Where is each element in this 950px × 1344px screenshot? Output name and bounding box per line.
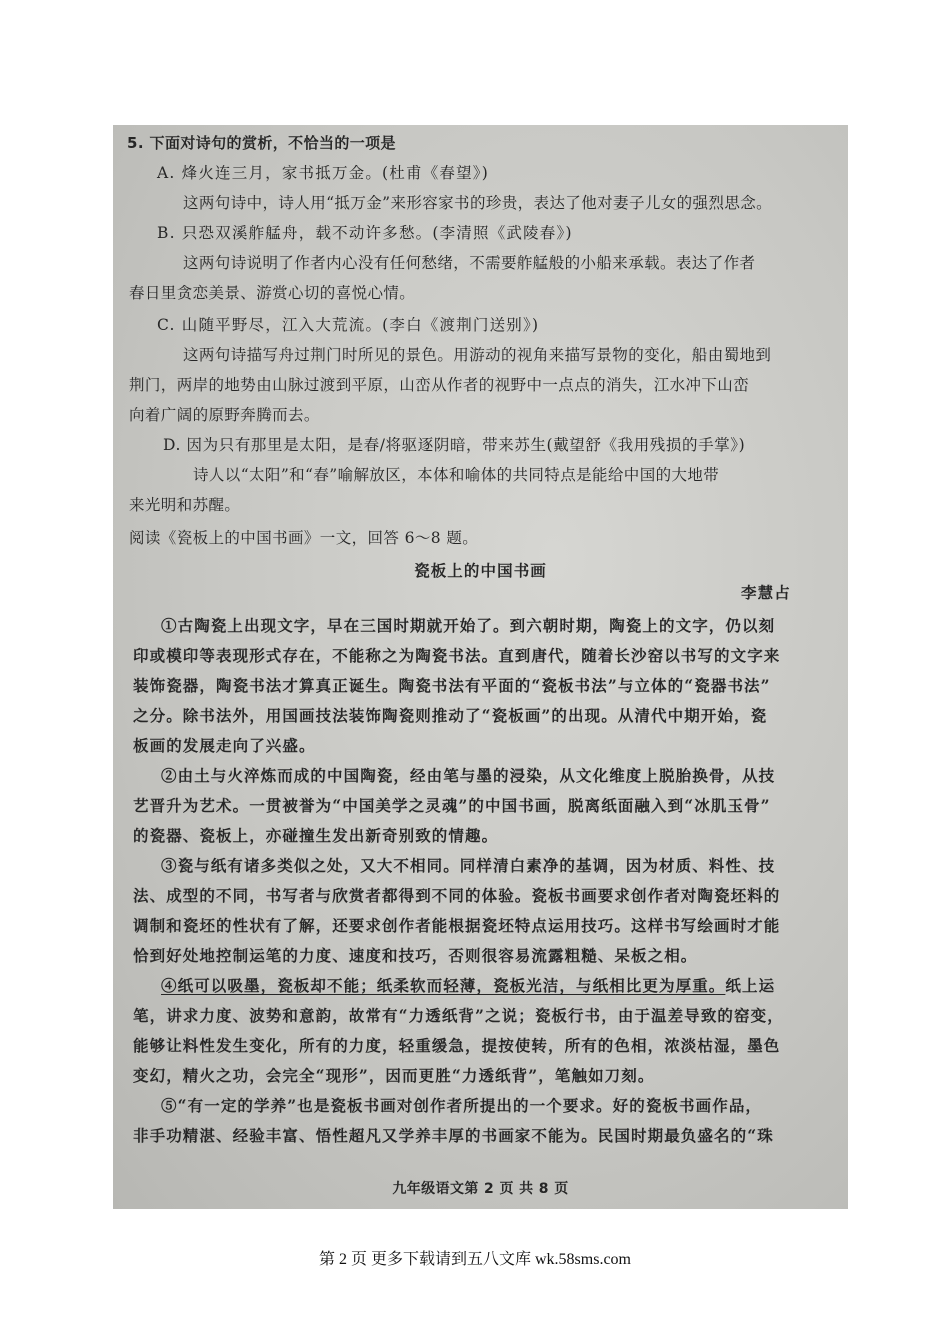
article-line: 调制和瓷坯的性状有了解，还要求创作者能根据瓷坯特点运用技巧。这样书写绘画时才能 xyxy=(133,916,781,935)
underlined-sentence: ④纸可以吸墨，瓷板却不能；纸柔软而轻薄，瓷板光洁，与纸相比更为厚重。 xyxy=(161,976,726,995)
option-b-analysis-2: 春日里贪恋美景、游赏心切的喜悦心情。 xyxy=(129,284,416,302)
article-line: 笔，讲求力度、波势和意韵，故常有“力透纸背”之说；瓷板行书，由于温差导致的窑变， xyxy=(133,1006,784,1025)
article-line: ②由土与火淬炼而成的中国陶瓷，经由笔与墨的浸染，从文化维度上脱胎换骨，从技 xyxy=(161,766,776,785)
scanned-exam-page xyxy=(113,125,848,1209)
article-title: 瓷板上的中国书画 xyxy=(414,561,547,580)
inner-page-footer: 九年级语文第 2 页 共 8 页 xyxy=(392,1181,569,1197)
article-line: ③瓷与纸有诸多类似之处，又大不相同。同样清白素净的基调，因为材质、料性、技 xyxy=(161,856,776,875)
article-line: 艺晋升为艺术。一贯被誉为“中国美学之灵魂”的中国书画，脱离纸面融入到“冰肌玉骨” xyxy=(133,796,771,815)
option-c-analysis-2: 荆门，两岸的地势由山脉过渡到平原，山峦从作者的视野中一点点的消失，江水冲下山峦 xyxy=(129,376,750,394)
article-line: ①古陶瓷上出现文字，早在三国时期就开始了。到六朝时期，陶瓷上的文字，仍以刻 xyxy=(161,616,776,635)
option-d-analysis-1: 诗人以“太阳”和“春”喻解放区，本体和喻体的共同特点是能给中国的大地带 xyxy=(193,466,720,484)
article-author: 李慧占 xyxy=(741,583,791,602)
option-a-verse: A. 烽火连三月，家书抵万金。(杜甫《春望》) xyxy=(157,164,489,182)
article-line: 的瓷器、瓷板上，亦碰撞生发出新奇别致的情趣。 xyxy=(133,826,499,845)
reading-intro: 阅读《瓷板上的中国书画》一文，回答 6～8 题。 xyxy=(129,529,479,547)
option-d-verse: D. 因为只有那里是太阳，是春/将驱逐阴暗，带来苏生(戴望舒《我用残损的手掌》) xyxy=(163,436,746,454)
option-d-analysis-2: 来光明和苏醒。 xyxy=(129,496,241,514)
document-footer: 第 2 页 更多下载请到五八文库 wk.58sms.com xyxy=(318,1251,631,1268)
article-line: 之分。除书法外，用国画技法装饰陶瓷则推动了“瓷板画”的出现。从清代中期开始，瓷 xyxy=(133,706,768,725)
article-line: 能够让料性发生变化，所有的力度，轻重缓急，提按使转，所有的色相，浓淡枯湿，墨色 xyxy=(133,1036,781,1055)
article-line: 恰到好处地控制运笔的力度、速度和技巧，否则很容易流露粗糙、呆板之相。 xyxy=(133,946,698,965)
article-line: 板画的发展走向了兴盛。 xyxy=(133,736,316,755)
option-c-verse: C. 山随平野尽，江入大荒流。(李白《渡荆门送别》) xyxy=(157,316,540,334)
question-5-stem: 5. 下面对诗句的赏析，不恰当的一项是 xyxy=(127,134,396,152)
article-line: 印或模印等表现形式存在，不能称之为陶瓷书法。直到唐代，随着长沙窑以书写的文字来 xyxy=(133,646,781,665)
option-a-analysis: 这两句诗中，诗人用“抵万金”来形容家书的珍贵，表达了他对妻子儿女的强烈思念。 xyxy=(183,194,773,212)
option-c-analysis-1: 这两句诗描写舟过荆门时所见的景色。用游动的视角来描写景物的变化，船由蜀地到 xyxy=(183,346,772,364)
option-c-analysis-3: 向着广阔的原野奔腾而去。 xyxy=(129,406,320,424)
article-line: ⑤“有一定的学养”也是瓷板书画对创作者所提出的一个要求。好的瓷板书画作品， xyxy=(161,1096,763,1115)
option-b-verse: B. 只恐双溪舴艋舟，载不动许多愁。(李清照《武陵春》) xyxy=(157,224,573,242)
article-line: 装饰瓷器，陶瓷书法才算真正诞生。陶瓷书法有平面的“瓷板书法”与立体的“瓷器书法” xyxy=(133,676,771,695)
underlined-line-tail: 纸上运 xyxy=(725,976,776,995)
article-line-underlined xyxy=(161,976,775,996)
article-line: 变幻，精火之功，会完全“现形”，因而更胜“力透纸背”，笔触如刀刻。 xyxy=(133,1066,655,1085)
article-line: 法、成型的不同，书写者与欣赏者都得到不同的体验。瓷板书画要求创作者对陶瓷坯料的 xyxy=(133,886,781,905)
option-b-analysis-1: 这两句诗说明了作者内心没有任何愁绪，不需要舴艋般的小船来承载。表达了作者 xyxy=(183,254,756,272)
article-line: 非手功精湛、经验丰富、悟性超凡又学养丰厚的书画家不能为。民国时期最负盛名的“珠 xyxy=(133,1126,774,1145)
